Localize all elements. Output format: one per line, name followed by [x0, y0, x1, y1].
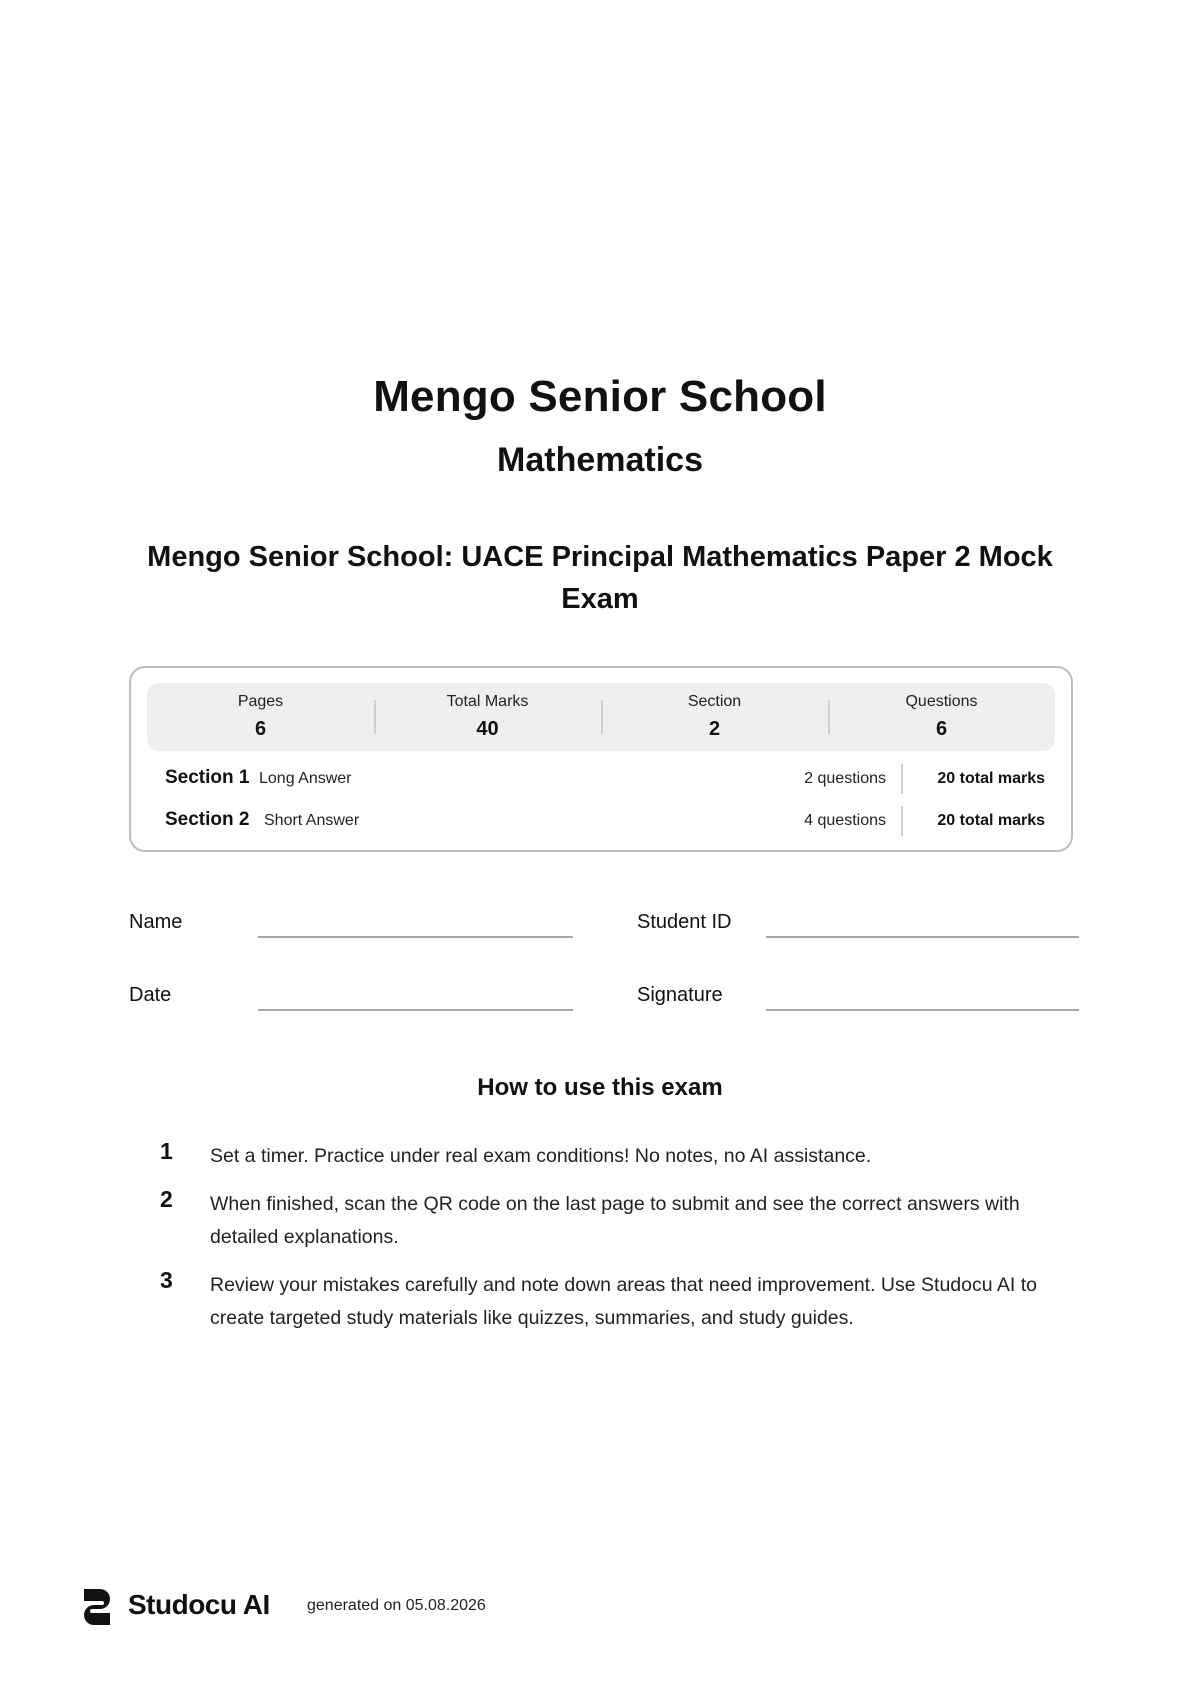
step-number: 2: [160, 1186, 173, 1212]
section-divider: [901, 764, 903, 794]
section-marks: 20 total marks: [937, 770, 1045, 787]
stat-label: Pages: [237, 693, 284, 710]
signature-label: Signature: [637, 984, 723, 1006]
section-row-1: [165, 763, 1045, 793]
exam-summary-card: [129, 666, 1073, 852]
section-question-count: 2 questions: [804, 770, 886, 787]
exam-title: Mengo Senior School: UACE Principal Mathematics Paper 2 Mock Exam: [147, 541, 1053, 615]
section-row-2: [165, 805, 1045, 835]
step-text: When finished, scan the QR code on the last page to submit and see the correct answers with detailed explanations.: [210, 1193, 1020, 1248]
school-title: Mengo Senior School: [373, 372, 827, 421]
section-type: Long Answer: [259, 770, 352, 787]
generated-date: generated on 05.08.2026: [307, 1597, 486, 1614]
stats-bar: [147, 683, 1055, 751]
stat-pages: [147, 683, 374, 751]
student-id-label: Student ID: [637, 911, 732, 933]
stat-value: 6: [254, 718, 267, 740]
stat-value: 6: [935, 718, 948, 740]
step-text: Review your mistakes carefully and note down areas that need improvement. Use Studocu AI to create targeted study materials like quizzes, summaries, and study guides.: [210, 1274, 1038, 1329]
instructions-title: How to use this exam: [477, 1074, 723, 1101]
stat-total-marks: [374, 683, 601, 751]
section-type: Short Answer: [264, 812, 360, 829]
section-name: Section 1: [165, 767, 250, 788]
stat-label: Total Marks: [446, 693, 529, 710]
name-label: Name: [129, 911, 183, 933]
stat-value: 40: [476, 718, 499, 740]
stat-value: 2: [708, 718, 721, 740]
section-question-count: 4 questions: [804, 812, 886, 829]
subject-title: Mathematics: [497, 441, 703, 479]
footer-brand: Studocu AI: [128, 1589, 270, 1620]
section-marks: 20 total marks: [937, 812, 1045, 829]
stat-section: [601, 683, 828, 751]
section-name: Section 2: [165, 809, 250, 830]
stat-label: Questions: [905, 693, 978, 710]
step-text: Set a timer. Practice under real exam conditions! No notes, no AI assistance.: [210, 1145, 872, 1167]
date-field[interactable]: [258, 1009, 573, 1011]
step-number: 1: [160, 1138, 173, 1164]
step-number: 3: [160, 1267, 173, 1293]
section-divider: [901, 806, 903, 836]
studocu-logo-icon: [78, 1587, 116, 1627]
stat-questions: [828, 683, 1055, 751]
name-field[interactable]: [258, 936, 573, 938]
stat-label: Section: [687, 693, 742, 710]
date-label: Date: [129, 984, 172, 1006]
signature-field[interactable]: [766, 1009, 1079, 1011]
student-id-field[interactable]: [766, 936, 1079, 938]
